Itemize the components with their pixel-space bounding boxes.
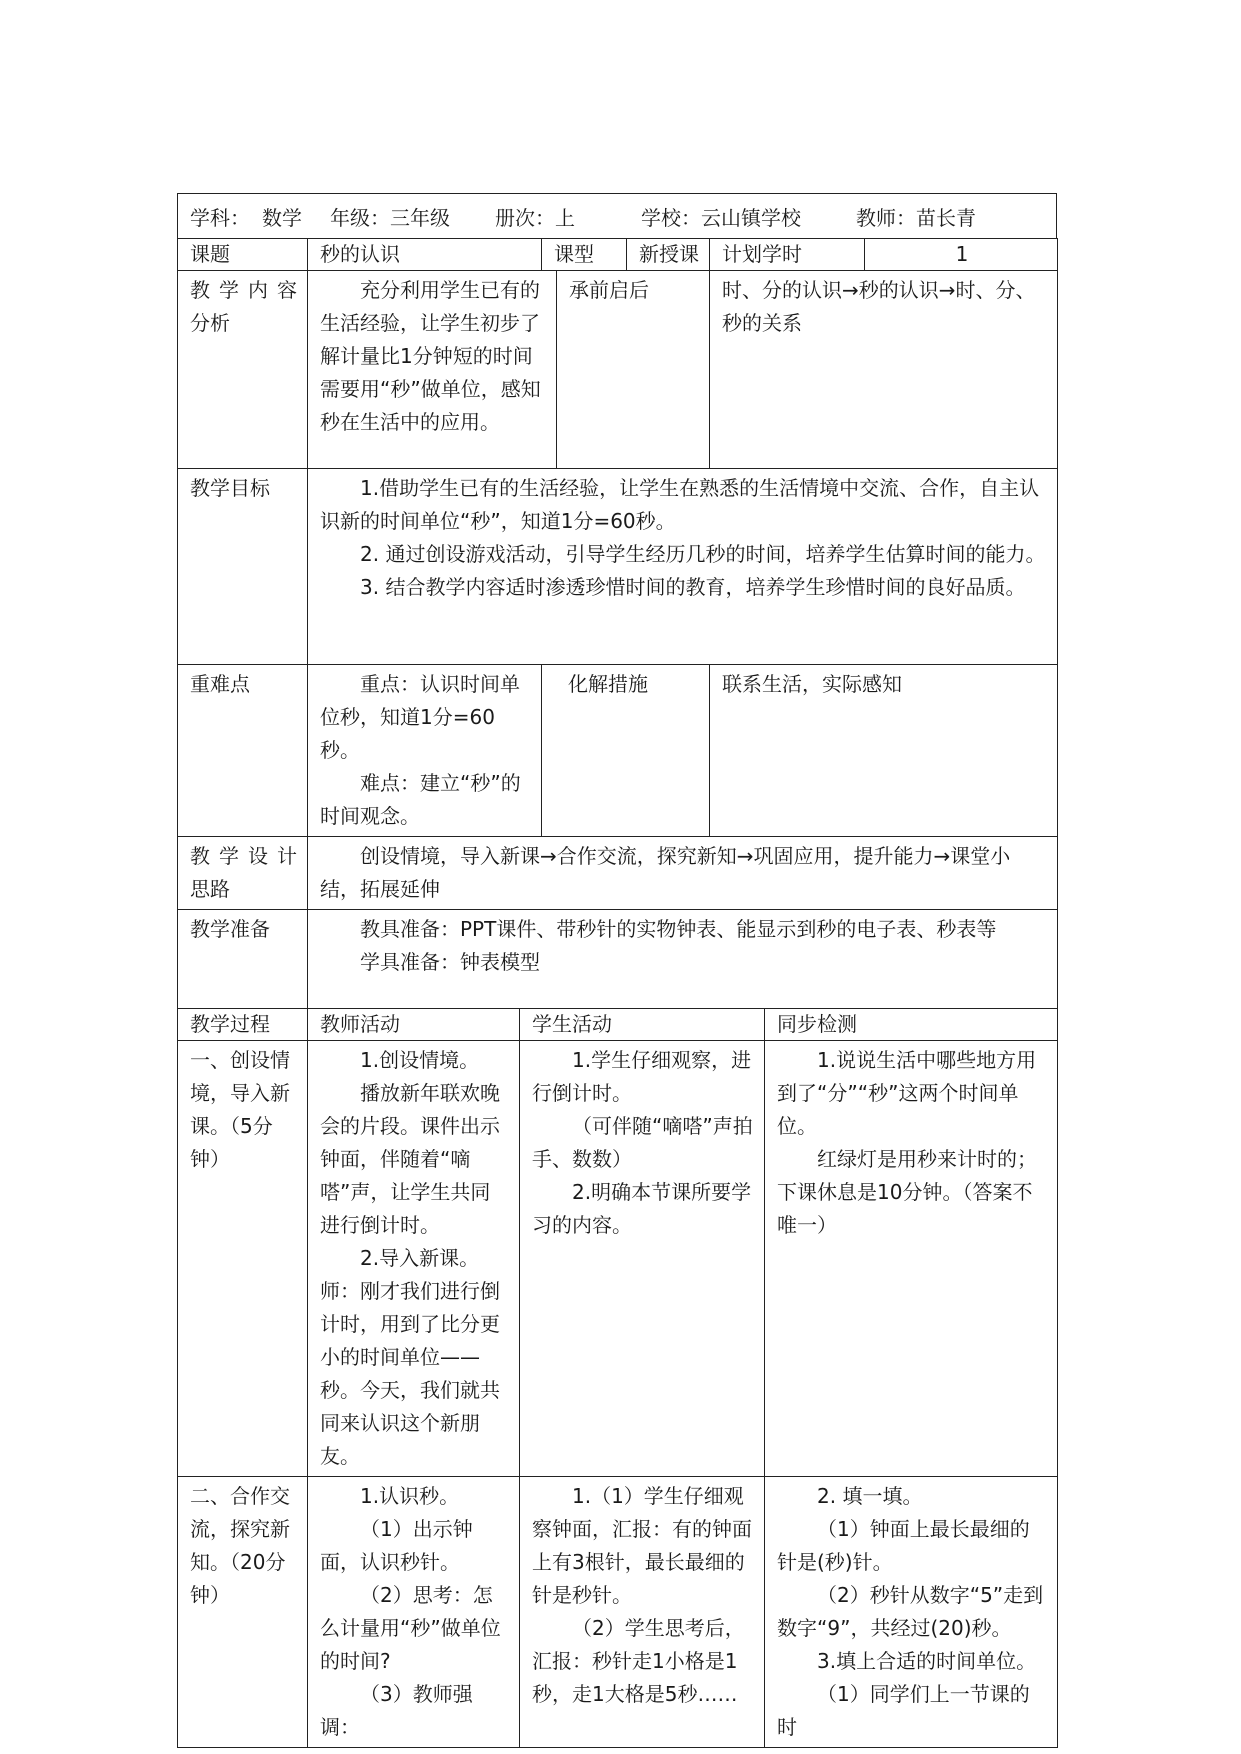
link-label: 承前启后 bbox=[557, 271, 710, 469]
student-step: 1.学生仔细观察，进行倒计时。 bbox=[532, 1048, 752, 1105]
hours-label: 计划学时 bbox=[710, 239, 865, 271]
teacher-tools: 教具准备：PPT课件、带秒针的实物钟表、能显示到秒的电子表、秒表等 bbox=[360, 917, 997, 941]
measure-text: 联系生活，实际感知 bbox=[710, 665, 1058, 837]
type-value: 新授课 bbox=[627, 239, 710, 271]
lesson-plan bbox=[177, 193, 1057, 1748]
process-table bbox=[177, 1008, 1058, 1748]
hours-value: 1 bbox=[865, 239, 1058, 271]
process-header: 教学过程 bbox=[178, 1009, 308, 1041]
student-step: （2）学生思考后，汇报：秒针走1小格是1秒，走1大格是5秒…… bbox=[532, 1616, 745, 1706]
stage-1-student bbox=[520, 1041, 765, 1477]
key-points-content bbox=[308, 665, 542, 837]
subject-label: 学科： bbox=[190, 205, 250, 230]
grade-value: 三年级 bbox=[390, 205, 450, 230]
key-points-label: 重难点 bbox=[178, 665, 308, 837]
goals-label: 教学目标 bbox=[178, 469, 308, 665]
stage-1-label: 一、创设情境，导入新课。（5分钟） bbox=[178, 1041, 308, 1477]
prep-content bbox=[308, 910, 1058, 1009]
goal-item: 2. 通过创设游戏活动，引导学生经历几秒的时间，培养学生估算时间的能力。 bbox=[360, 542, 1046, 566]
content-analysis-paragraph: 充分利用学生已有的生活经验，让学生初步了解计量比1分钟短的时间需要用“秒”做单位，感知秒在生活中的应用。 bbox=[320, 278, 541, 434]
stage-1-check bbox=[765, 1041, 1058, 1477]
prep-label: 教学准备 bbox=[178, 910, 308, 1009]
design-content bbox=[308, 837, 1058, 910]
plan-table-top bbox=[177, 238, 1058, 1009]
student-step: 2.明确本节课所要学习的内容。 bbox=[532, 1180, 752, 1237]
design-text: 创设情境，导入新课→合作交流，探究新知→巩固应用，提升能力→课堂小结，拓展延伸 bbox=[320, 844, 1011, 901]
teacher-step: 1.认识秒。 bbox=[360, 1484, 460, 1508]
process-header: 同步检测 bbox=[765, 1009, 1058, 1041]
goal-item: 3. 结合教学内容适时渗透珍惜时间的教育，培养学生珍惜时间的良好品质。 bbox=[360, 575, 1026, 599]
content-analysis-label: 教 学 内 容 分析 bbox=[178, 271, 308, 469]
subject-value: 数学 bbox=[262, 205, 302, 230]
check-item: （1）同学们上一节课的时 bbox=[777, 1682, 1030, 1739]
content-analysis-text bbox=[308, 271, 557, 469]
school-label: 学校： bbox=[641, 205, 701, 230]
type-label: 课型 bbox=[542, 239, 627, 271]
teacher-step: （2）思考：怎么计量用“秒”做单位的时间? bbox=[320, 1583, 501, 1673]
school-value: 云山镇学校 bbox=[701, 205, 801, 230]
student-step: 1.（1）学生仔细观察钟面，汇报：有的钟面上有3根针，最长最细的针是秒针。 bbox=[532, 1484, 752, 1607]
teacher-step: 播放新年联欢晚会的片段。课件出示钟面，伴随着“嘀嗒”声，让学生共同进行倒计时。 bbox=[320, 1081, 500, 1237]
volume-value: 上 bbox=[555, 205, 575, 230]
teacher-step: （3）教师强调： bbox=[320, 1682, 473, 1739]
link-text: 时、分的认识→秒的认识→时、分、秒的关系 bbox=[710, 271, 1058, 469]
student-tools: 学具准备：钟表模型 bbox=[360, 950, 540, 974]
stage-2-teacher bbox=[308, 1477, 520, 1748]
volume-label: 册次： bbox=[495, 205, 555, 230]
teacher-step: 2.导入新课。 bbox=[360, 1246, 480, 1270]
goals-content bbox=[308, 469, 1058, 665]
teacher-value: 苗长青 bbox=[916, 205, 976, 230]
check-item: 3.填上合适的时间单位。 bbox=[817, 1649, 1037, 1673]
process-header: 学生活动 bbox=[520, 1009, 765, 1041]
check-item: （1）钟面上最长最细的针是(秒)针。 bbox=[777, 1517, 1030, 1574]
process-header: 教师活动 bbox=[308, 1009, 520, 1041]
check-item: 2. 填一填。 bbox=[817, 1484, 923, 1508]
stage-2-label: 二、合作交流，探究新知。（20分钟） bbox=[178, 1477, 308, 1748]
design-label: 教 学 设 计 思路 bbox=[178, 837, 308, 910]
grade-label: 年级： bbox=[330, 205, 390, 230]
stage-2-check bbox=[765, 1477, 1058, 1748]
topic-value: 秒的认识 bbox=[308, 239, 542, 271]
teacher-step: 师：刚才我们进行倒计时，用到了比分更小的时间单位——秒。今天，我们就共同来认识这个新朋友。 bbox=[320, 1279, 500, 1468]
check-item: 1.说说生活中哪些地方用到了“分”“秒”这两个时间单位。 bbox=[777, 1048, 1037, 1138]
check-item: 红绿灯是用秒来计时的；下课休息是10分钟。（答案不唯一） bbox=[777, 1147, 1037, 1237]
header-row bbox=[177, 193, 1057, 239]
check-item: （2）秒针从数字“5”走到数字“9”，共经过(20)秒。 bbox=[777, 1583, 1044, 1640]
student-step: （可伴随“嘀嗒”声拍手、数数） bbox=[532, 1114, 753, 1171]
stage-2-student bbox=[520, 1477, 765, 1748]
measure-label: 化解措施 bbox=[542, 665, 710, 837]
topic-label: 课题 bbox=[178, 239, 308, 271]
teacher-label: 教师： bbox=[856, 205, 916, 230]
stage-1-teacher bbox=[308, 1041, 520, 1477]
key-point: 重点：认识时间单位秒，知道1分=60秒。 bbox=[320, 672, 520, 762]
goal-item: 1.借助学生已有的生活经验，让学生在熟悉的生活情境中交流、合作，自主认识新的时间单位“秒”，知道1分=60秒。 bbox=[320, 476, 1040, 533]
difficulty-point: 难点：建立“秒”的时间观念。 bbox=[320, 771, 521, 828]
teacher-step: （1）出示钟面，认识秒针。 bbox=[320, 1517, 473, 1574]
teacher-step: 1.创设情境。 bbox=[360, 1048, 480, 1072]
